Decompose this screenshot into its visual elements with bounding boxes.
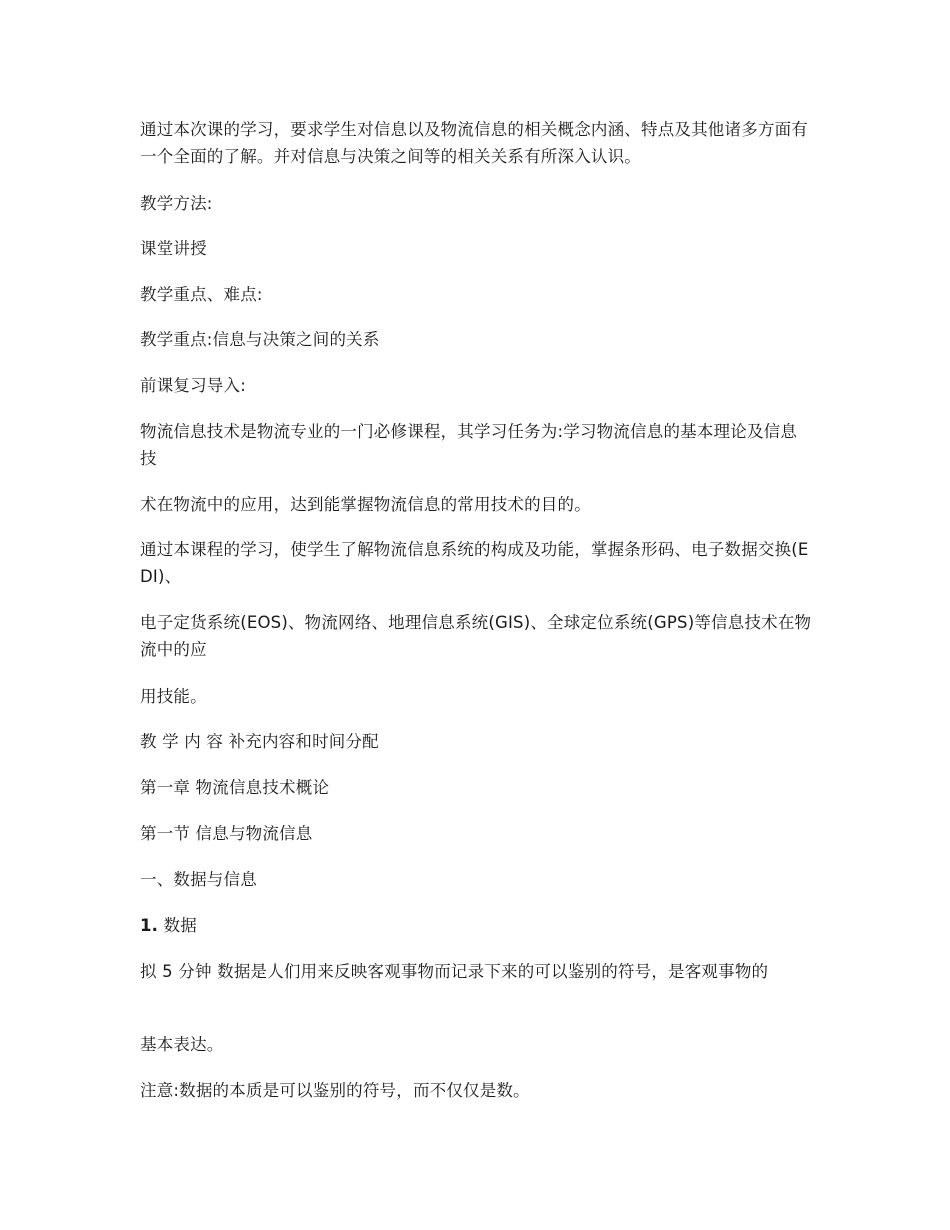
course-overview-paragraph-2: 术在物流中的应用，达到能掌握物流信息的常用技术的目的。 [140,495,591,514]
section-title: 第一节 信息与物流信息 [140,824,313,843]
intro-objective-paragraph: 通过本次课的学习，要求学生对信息以及物流信息的相关概念内涵、特点及其他诸多方面有一个全面的了解。并对信息与决策之间等的相关关系有所深入认识。 [140,120,808,166]
course-overview-paragraph-1: 物流信息技术是物流专业的一门必修课程，其学习任务为:学习物流信息的基本理论及信息技 [140,422,798,468]
note-paragraph: 注意:数据的本质是可以鉴别的符号，而不仅仅是数。 [140,1081,530,1100]
key-point-text: 教学重点:信息与决策之间的关系 [140,330,380,349]
item-label: 数据 [163,916,198,935]
teaching-method-heading: 教学方法: [140,194,213,213]
course-goal-paragraph-1: 通过本课程的学习，使学生了解物流信息系统的构成及功能，掌握条形码、电子数据交换(EDI)、 [140,540,809,586]
item-number: 1. [140,916,159,935]
review-intro-heading: 前课复习导入: [140,376,246,395]
subsection-title: 一、数据与信息 [140,870,257,889]
course-goal-paragraph-2: 电子定货系统(EOS)、物流网络、地理信息系统(GIS)、全球定位系统(GPS)等信息技术在物流中的应 [140,613,812,659]
key-difficult-points-heading: 教学重点、难点: [140,285,263,304]
data-definition-continuation: 基本表达。 [140,1035,224,1054]
content-header: 教 学 内 容 补充内容和时间分配 [140,732,379,751]
chapter-title: 第一章 物流信息技术概论 [140,778,330,797]
course-goal-paragraph-3: 用技能。 [140,687,207,706]
data-definition-paragraph: 拟 5 分钟 数据是人们用来反映客观事物而记录下来的可以鉴别的符号，是客观事物的 [140,962,769,981]
numbered-item [140,912,812,939]
teaching-method-value: 课堂讲授 [140,239,207,258]
